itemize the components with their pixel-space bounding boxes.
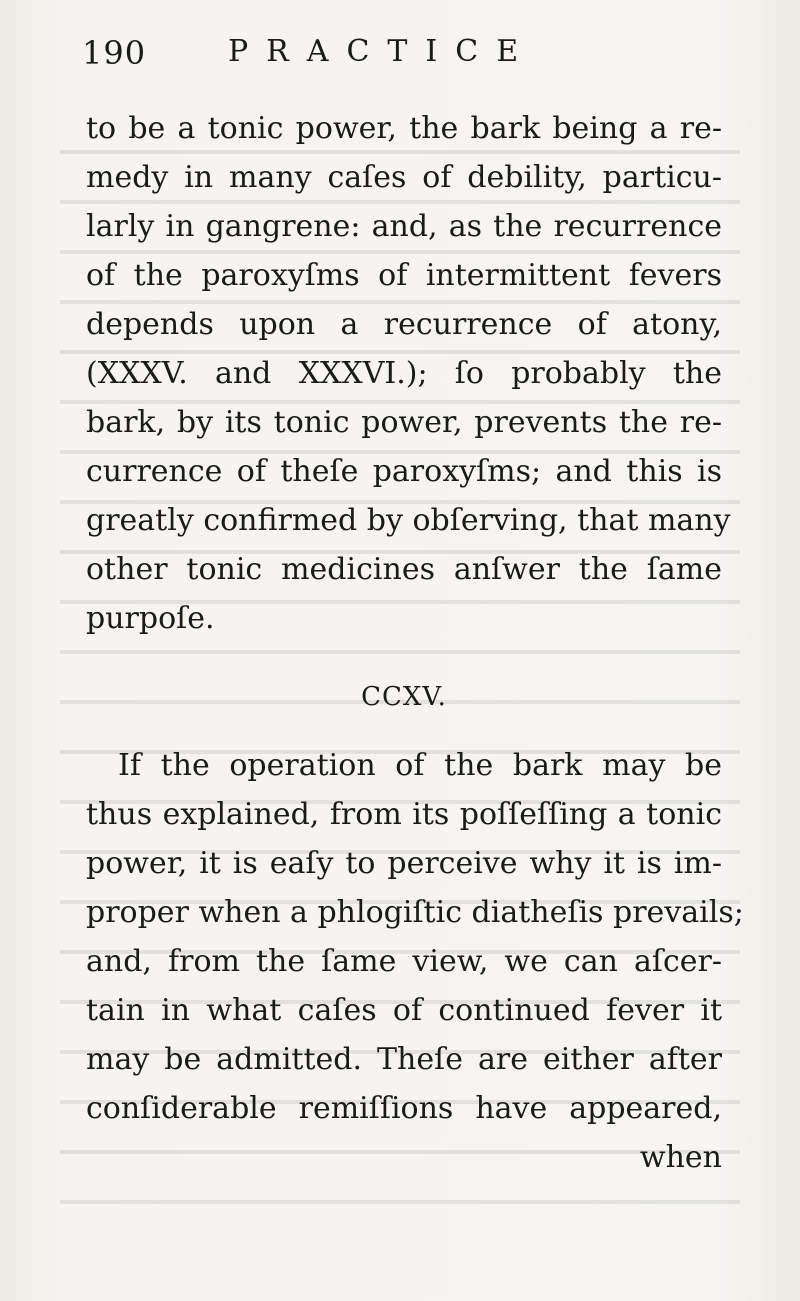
text-line: currence of theſe paroxyſms; and this is [86,454,722,489]
paragraph-ccxv [86,741,744,1182]
text-line: proper when a phlogiſtic diatheſis prevails; [86,895,744,930]
text-line: other tonic medicines anſwer the ſame [86,552,722,587]
paragraph-continued [86,104,731,643]
running-head: PRACTICE [228,34,537,69]
text-line: greatly confirmed by obſerving, that many [86,503,731,538]
page-number: 190 [82,34,147,72]
text-line: medy in many caſes of debility, particu- [86,160,722,195]
section-heading: CCXV. [361,682,447,712]
text-line: and, from the ſame view, we can aſcer- [86,944,722,979]
text-line: depends upon a recurrence of atony, [86,307,722,342]
text-line: thus explained, from its poſſeſſing a tonic [86,797,722,832]
text-line: purpoſe. [86,601,215,636]
text-line: bark, by its tonic power, prevents the re- [86,405,722,440]
text-line: larly in gangrene: and, as the recurrence [86,209,722,244]
text-line: tain in what caſes of continued fever it [86,993,722,1028]
body-text [86,104,744,1182]
text-line: If the operation of the bark may be [118,748,722,783]
text-line: conſiderable remiſſions have appeared, [86,1091,722,1126]
text-line: of the paroxyſms of intermittent fevers [86,258,722,293]
text-line: to be a tonic power, the bark being a re- [86,111,722,146]
text-line: power, it is eaſy to perceive why it is im- [86,846,722,881]
page-header [82,34,722,84]
catchword: when [639,1140,722,1175]
text-line: (XXXV. and XXXVI.); ſo probably the [86,356,722,391]
text-line: may be admitted. Theſe are either after [86,1042,722,1077]
